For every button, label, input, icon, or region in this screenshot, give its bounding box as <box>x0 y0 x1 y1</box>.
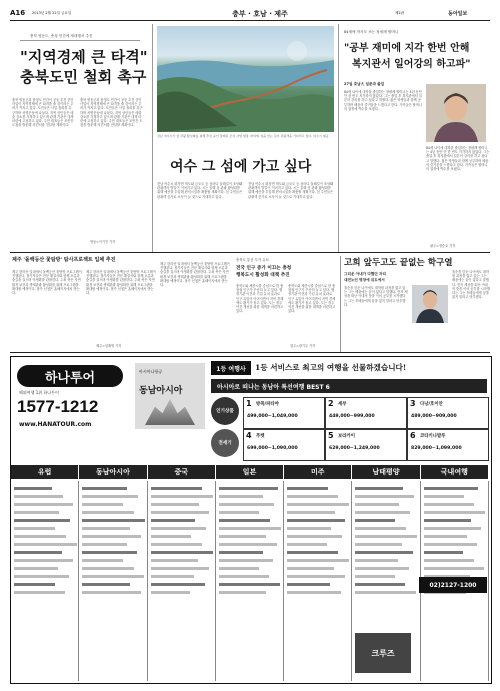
airline-label: 아시아나항공 <box>139 369 163 374</box>
article-kicker: 충북도 통상 투자 유치 <box>236 258 269 262</box>
package-price: 489,000~909,000 <box>411 414 457 419</box>
destination-tabs <box>11 465 489 479</box>
listing-line <box>151 527 206 530</box>
listing-line <box>82 583 129 586</box>
best-package-card[interactable] <box>407 397 489 429</box>
portrait-photo <box>412 285 448 323</box>
edition-label: 제2판 <box>395 11 404 15</box>
paper-name: 동아일보 <box>448 11 468 17</box>
listing-line <box>424 519 471 522</box>
package-rank: 2 <box>328 399 334 408</box>
listing-line <box>82 591 140 594</box>
listing-line <box>82 543 126 546</box>
section-title: 충부 · 호남 · 제주 <box>232 10 288 18</box>
article-kicker: 충북 영동도, 충청 민간에 세대행서 추진 <box>30 34 93 38</box>
article-headline: 여수 그 섬에 가고 싶다 <box>170 159 312 175</box>
listing-line <box>14 487 52 490</box>
listing-line <box>151 543 202 546</box>
badge-text: 전세기 <box>218 441 232 446</box>
listing-line <box>424 527 482 530</box>
package-name: 다낭/호이안 <box>420 402 443 407</box>
package-price: 499,000~1,049,000 <box>247 414 298 419</box>
listing-line <box>287 519 345 522</box>
listing-line <box>151 495 214 498</box>
article-body-col2: 84세 나이에 대학을 졸업하는 장평례 할머니는 4년 동안 단 한 번도 지각하지 않았다. 그는 졸업 후 복지관에서 일본어 강의를 하고 싶다고 말했다. 젊은 학생들과 함께 공부하며 배움의 즐거움을 느꼈다고 한다. 가족들은 할머니의 열정에 박수를 보냈다. <box>426 146 491 172</box>
listing-line <box>151 503 199 506</box>
article-headline: "공부 재미에 지각 한번 안해 <box>344 43 470 54</box>
listing-line <box>219 591 266 594</box>
tab-destination[interactable]: 남태평양 <box>352 465 420 479</box>
article-kicker: 84세에 학사모 쓰는 장평례 할머니 <box>344 30 399 34</box>
hotline-box[interactable] <box>419 577 487 593</box>
best-package-card[interactable] <box>243 397 325 429</box>
listing-line <box>82 567 133 570</box>
listing-line <box>219 495 263 498</box>
listing-column <box>216 481 284 681</box>
article-subhead-2: 대전노인 명장에 위도에서 <box>344 278 385 282</box>
listing-line <box>151 559 198 562</box>
listing-line <box>151 583 205 586</box>
listing-line <box>219 559 273 562</box>
listing-line <box>287 567 334 570</box>
listing-line <box>287 495 338 498</box>
listing-line <box>14 527 55 530</box>
listing-line <box>14 551 62 554</box>
column-divider <box>152 24 153 252</box>
package-rank: 5 <box>328 431 334 440</box>
package-price: 699,000~1,090,000 <box>247 446 298 451</box>
listing-line <box>355 503 399 506</box>
cruise-promo[interactable] <box>355 633 411 673</box>
listing-line <box>424 511 485 514</box>
listing-line <box>14 535 66 538</box>
article-body: 전남 여수시 화정면 개도와 금오도 등 섬마다 둘레길이 조성돼 관광객의 발길이 이어지고 있다. 시는 올해 섬 관광 활성화를 위해 예산을 투입해 편의시설을 확충할 계획이다. 섬 주민들은 관광객 증가로 소득이 늘 것으로 기대하고 있다. <box>157 182 244 199</box>
package-rank: 3 <box>410 399 416 408</box>
listing-line <box>355 551 413 554</box>
listing-line <box>219 575 270 578</box>
article-subhead: 27일 호남大 일문과 졸업 <box>344 82 385 86</box>
listing-line <box>219 503 274 506</box>
brand-name: 하나투어 <box>44 370 96 386</box>
listing-line <box>424 503 475 506</box>
brand-logo <box>17 365 123 387</box>
listing-line <box>424 487 478 490</box>
listing-line <box>219 567 259 570</box>
listing-line <box>424 495 464 498</box>
package-rank: 4 <box>246 431 252 440</box>
package-name: 세부 <box>338 402 347 407</box>
listing-line <box>219 487 278 490</box>
listing-line <box>82 527 130 530</box>
listing-line <box>424 559 474 562</box>
listing-line <box>219 583 280 586</box>
photo-caption: 전남 여수시가 섬 관광 활성화를 위해 추진 중인 둘레길 조성 사업 현장. 바다와 섬을 잇는 길이 관광객을 기다리고 있다. 여수시 제공 <box>157 134 329 138</box>
package-name: 푸켓 <box>256 434 265 439</box>
article-body-col2: 충북도와 세종시를 중심으로 한 충청권 인구가 꾸준히 늘고 있다. 행정기관 이전과 기업 유치 효과로 인구 유입이 이어지면서 지역 경제에도 활기가 돌고 있다. 도는 정주 여건 개선을 위한 대책을 마련하고 있다. <box>288 284 337 314</box>
photo-scene <box>157 26 334 132</box>
listing-line <box>287 487 328 490</box>
best-package-card[interactable] <box>325 397 407 429</box>
listing-line <box>287 527 331 530</box>
listing-column <box>148 481 216 681</box>
listing-line <box>355 591 416 594</box>
listing-line <box>355 583 405 586</box>
listing-line <box>424 543 478 546</box>
article-subhead: 그리운 아내가 다했던 자리 <box>344 272 386 276</box>
badge-text: 1등 여행사 <box>216 365 246 373</box>
package-rank: 1 <box>246 399 252 408</box>
listing-line <box>287 583 330 586</box>
listing-line <box>219 543 277 546</box>
listing-line <box>219 551 263 554</box>
tab-destination[interactable]: 동남아시아 <box>79 465 147 479</box>
article-kicker: 제주 '돌백등산 꽃탐방' 탐사프로젝트 입체 추진 <box>12 257 116 263</box>
badge-text: 인기상품 <box>216 409 234 414</box>
article-chungbuk <box>10 24 150 254</box>
article-body-col2: 칠순을 앞둔 나이에도 대학원 과정을 밟고 있는 그는 배움에는 끝이 없다고 말했다. 먼저 세상을 떠난 아내의 뜻을 이어 공부를 시작했다는 그는 후배들에게 꿈을 잃지 말라고 당부했다. <box>452 270 490 300</box>
listing-line <box>151 487 203 490</box>
listing-line <box>151 551 213 554</box>
listing-line <box>219 511 260 514</box>
listing-line <box>82 551 137 554</box>
listing-line <box>14 567 58 570</box>
listing-line <box>355 495 413 498</box>
article-body-col2: 충북 영동군과 충청도 민간이 공동 추진 중인 사업이 지역경제에 큰 타격을 줄 것이라는 우려가 커지고 있다. 도민들은 사업 철회를 촉구하며 서명운동에 나섰다. 지역 상인들은 매출 감소를 걱정하고 있으며 관계 기관은 대책 마련에 고심하고 있다. 주민 대표들은 조만간 도청을 방문해 의견서를 전달할 계획이다. <box>80 98 143 128</box>
tab-destination[interactable]: 유럽 <box>11 465 79 479</box>
listing-line <box>151 575 195 578</box>
listing-line <box>82 519 145 522</box>
article-headline-2: 충북도민 철회 촉구 <box>20 68 147 86</box>
listing-line <box>151 567 209 570</box>
package-name: 코타키나발루 <box>420 434 446 439</box>
hanatour-ad <box>10 356 492 684</box>
listing-line <box>14 511 59 514</box>
section-rule <box>10 252 490 253</box>
article-byline: 광주=정승호 기자 <box>430 244 456 248</box>
article-headline: 전국 인구 증가 이끄는 충청 <box>236 266 292 271</box>
featured-destination <box>135 363 205 429</box>
listing-column <box>284 481 352 681</box>
portrait-person <box>412 285 448 323</box>
listing-line <box>82 575 144 578</box>
listing-line <box>424 535 467 538</box>
listing-line <box>424 551 463 554</box>
listing-line <box>14 575 69 578</box>
listing-line <box>219 527 281 530</box>
listing-line <box>82 495 138 498</box>
tab-destination[interactable]: 일본 <box>216 465 284 479</box>
listing-line <box>287 559 348 562</box>
listing-line <box>287 503 349 506</box>
listing-line <box>14 519 70 522</box>
best-package-card[interactable] <box>325 429 407 461</box>
listing-line <box>355 519 395 522</box>
tab-destination[interactable]: 미주 <box>284 465 352 479</box>
article-body: 칠순을 앞둔 나이에도 대학원 과정을 밟고 있는 그는 배움에는 끝이 없다고 말했다. 먼저 세상을 떠난 아내의 뜻을 이어 공부를 시작했다는 그는 후배들에게 꿈을 잃지 말라고 당부했다. <box>344 286 408 307</box>
portrait-person <box>426 84 486 142</box>
ad-divider-rule <box>10 352 490 353</box>
listing-line <box>287 535 341 538</box>
ad-badge-circle <box>211 397 239 425</box>
best-package-card[interactable] <box>407 429 489 461</box>
listing-line <box>14 559 73 562</box>
listing-line <box>219 535 266 538</box>
listing-line <box>219 519 270 522</box>
portrait-photo <box>426 84 486 142</box>
package-price: 829,000~1,099,000 <box>411 446 462 451</box>
article-byline: 청주=장기우 기자 <box>290 344 316 348</box>
column-divider <box>338 24 339 252</box>
listing-line <box>14 495 63 498</box>
ad-brand-block <box>11 357 131 437</box>
listing-line <box>424 567 485 570</box>
listing-line <box>287 591 341 594</box>
header-rule <box>10 20 490 21</box>
article-byline: 영동=이기진 기자 <box>90 240 116 244</box>
listing-line <box>82 511 134 514</box>
featured-title: 동남아시아 <box>139 386 183 396</box>
ad-headline: 1등 서비스로 최고의 여행을 선물하겠습니다! <box>255 363 407 372</box>
tab-destination[interactable]: 국내여행 <box>421 465 489 479</box>
listing-column <box>11 481 79 681</box>
ad-banner <box>211 379 487 393</box>
listing-line <box>82 559 123 562</box>
kicker-rule <box>20 40 140 41</box>
listing-line <box>355 487 402 490</box>
best-package-card[interactable] <box>243 429 325 461</box>
article-body: 충북도와 세종시를 중심으로 한 충청권 인구가 꾸준히 늘고 있다. 행정기관 이전과 기업 유치 효과로 인구 유입이 이어지면서 지역 경제에도 활기가 돌고 있다. 도는 정주 여건 개선을 위한 대책을 마련하고 있다. <box>236 284 285 314</box>
article-headline: "지역경제 큰 타격" <box>20 48 148 66</box>
ad-top-badge <box>211 361 251 375</box>
listing-line <box>287 551 338 554</box>
article-headline: 고희 앞두고도 끝없는 학구열 <box>344 258 453 268</box>
listing-line <box>151 535 192 538</box>
listing-line <box>14 543 77 546</box>
listing-line <box>355 535 416 538</box>
ad-badge-circle <box>211 429 239 457</box>
article-body-col2: 제주 한라산 일대에서 돌백등산 꽃탐방 프로그램이 진행된다. 참가자들은 전문 해설사와 함께 오름과 숲길을 걸으며 야생화를 관찰한다. 주최 측은 자연환경 보전과 생태관광 활성화를 위해 프로그램을 확대할 예정이다. 참가 신청은 홈페이지에서 받는다. <box>86 270 157 296</box>
package-price: 629,000~1,249,000 <box>329 446 380 451</box>
best6-grid <box>243 397 487 461</box>
landmark-illustration <box>145 399 195 425</box>
website-link[interactable]: www.HANATOUR.com <box>19 421 92 428</box>
article-body-col3: 제주 한라산 일대에서 돌백등산 꽃탐방 프로그램이 진행된다. 참가자들은 전문 해설사와 함께 오름과 숲길을 걸으며 야생화를 관찰한다. 주최 측은 자연환경 보전과 생태관광 활성화를 위해 프로그램을 확대할 예정이다. 참가 신청은 홈페이지에서 받는다. <box>160 262 231 288</box>
package-rank: 6 <box>410 431 416 440</box>
listing-line <box>14 503 73 506</box>
package-name: 보라카이 <box>338 434 355 439</box>
listing-line <box>82 535 141 538</box>
listing-line <box>287 511 334 514</box>
column-divider <box>340 256 341 352</box>
listing-column <box>79 481 147 681</box>
listing-line <box>355 511 409 514</box>
article-byline: 제주=임재영 기자 <box>96 344 122 348</box>
listing-line <box>151 591 191 594</box>
listing-line <box>355 527 406 530</box>
page-header <box>10 8 490 20</box>
hotline-number: 02)2127-1200 <box>429 581 477 589</box>
listing-line <box>287 543 327 546</box>
yeosu-island-photo <box>157 26 334 132</box>
article-body-col2: 전남 여수시 화정면 개도와 금오도 등 섬마다 둘레길이 조성돼 관광객의 발길이 이어지고 있다. 시는 올해 섬 관광 활성화를 위해 예산을 투입해 편의시설을 확충할 계획이다. 섬 주민들은 관광객 증가로 소득이 늘 것으로 기대하고 있다. <box>248 182 335 199</box>
banner-text: 아시아로 떠나는 동남아 특선여행 BEST 6 <box>217 383 330 391</box>
listing-line <box>355 567 409 570</box>
article-body: 84세 나이에 대학을 졸업하는 장평례 할머니는 4년 동안 단 한 번도 지각하지 않았다. 그는 졸업 후 복지관에서 일본어 강의를 하고 싶다고 말했다. 젊은 학생들과 함께 공부하며 배움의 즐거움을 느꼈다고 한다. 가족들은 할머니의 열정에 박수를 보냈다. <box>344 90 423 111</box>
package-price: 449,000~999,000 <box>329 414 375 419</box>
listing-line <box>14 583 55 586</box>
article-headline-2: 행복도시 활성화 대책 추진 <box>236 273 290 278</box>
brand-tagline: 해외여행 1위 하나투어 <box>19 390 59 395</box>
package-listings <box>11 481 489 681</box>
listing-line <box>355 543 402 546</box>
listing-line <box>82 487 127 490</box>
article-body: 충북 영동군과 충청도 민간이 공동 추진 중인 사업이 지역경제에 큰 타격을 줄 것이라는 우려가 커지고 있다. 도민들은 사업 철회를 촉구하며 서명운동에 나섰다. 지역 상인들은 매출 감소를 걱정하고 있으며 관계 기관은 대책 마련에 고심하고 있다. 주민 대표들은 조만간 도청을 방문해 의견서를 전달할 계획이다. <box>12 98 75 128</box>
listing-line <box>151 519 195 522</box>
listing-line <box>287 575 345 578</box>
article-headline-2: 복지관서 일어강의 하고파" <box>352 59 471 70</box>
article-body: 제주 한라산 일대에서 돌백등산 꽃탐방 프로그램이 진행된다. 참가자들은 전문 해설사와 함께 오름과 숲길을 걸으며 야생화를 관찰한다. 주최 측은 자연환경 보전과 생태관광 활성화를 위해 프로그램을 확대할 예정이다. 참가 신청은 홈페이지에서 받는다. <box>12 270 83 296</box>
listing-line <box>355 575 394 578</box>
listing-line <box>151 511 210 514</box>
page-number: A16 <box>10 9 26 17</box>
listing-line <box>355 559 398 562</box>
listing-line <box>14 591 65 594</box>
tab-destination[interactable]: 중국 <box>148 465 216 479</box>
page-date: 2013년 2월 22일 금요일 <box>32 11 72 15</box>
listing-line <box>82 503 123 506</box>
package-name: 방콕/파타야 <box>256 402 279 407</box>
phone-number[interactable]: 1577-1212 <box>17 397 99 416</box>
cruise-label: 크루즈 <box>371 648 395 658</box>
